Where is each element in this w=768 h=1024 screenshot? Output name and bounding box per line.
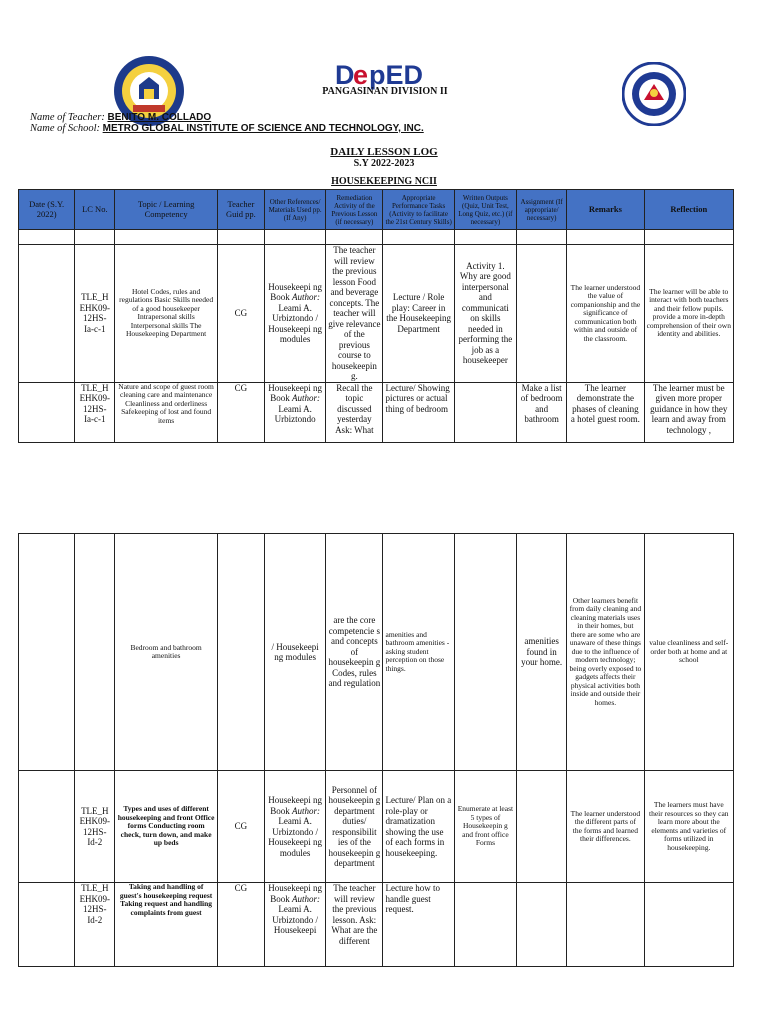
- col-reflection: Reflection: [644, 190, 733, 230]
- col-lc: LC No.: [75, 190, 115, 230]
- remediation-cell: are the core competencie s and concepts of housekeepin g Codes, rules and regulation: [326, 534, 383, 771]
- svg-text:e: e: [353, 60, 369, 90]
- remediation-cell: The teacher will review the previous lesson Food and beverage concepts. The teacher will give relevance of the previous course to housekeepin g.: [326, 245, 383, 383]
- reflection-cell: The learners must have their resources so they can learn more about the elements and varieties of forms utilized in housekeeping.: [644, 771, 733, 883]
- division-name: PANGASINAN DIVISION II: [322, 86, 448, 97]
- topic-cell: Types and uses of different housekeeping and front Office forms Conducting room check, turn down, and make up beds: [115, 771, 217, 883]
- written-cell: [454, 883, 516, 967]
- assignment-cell: amenities found in your home.: [517, 534, 567, 771]
- topic-cell: Bedroom and bathroom amenities: [115, 534, 217, 771]
- col-date: Date (S.Y. 2022): [19, 190, 75, 230]
- refs-cell: / Housekeepi ng modules: [265, 534, 326, 771]
- guide-cell: CG: [217, 245, 264, 383]
- remarks-cell: [567, 883, 644, 967]
- table-row: [19, 534, 734, 771]
- remediation-cell: Personnel of housekeepin g department duties/ responsibilit ies of the housekeepin g department: [326, 771, 383, 883]
- remarks-cell: The learner understood the value of companionship and the significance of communication both within and outside of the classroom.: [567, 245, 644, 383]
- remarks-cell: Other learners benefit from daily cleaning and cleaning materials uses in their homes, but there are some who are unaware of these things due to the influence of modern technology; being overly exposed to gadgets affects their physical activities both inside and outside their homes.: [567, 534, 644, 771]
- reflection-cell: The learner must be given more proper guidance in how they learn and away from technology ,: [644, 382, 733, 442]
- performance-cell: amenities and bathroom amenities - asking student perception on those things.: [383, 534, 454, 771]
- assignment-cell: [517, 771, 567, 883]
- table-row: [19, 245, 734, 383]
- col-assignment: Assignment (If appropriate/ necessary): [517, 190, 567, 230]
- performance-cell: Lecture/ Plan on a role-play or dramatization showing the use of each forms in housekeeping.: [383, 771, 454, 883]
- table-row: [19, 771, 734, 883]
- refs-cell: Housekeepi ng Book Author: Leami A. Urbiztondo: [265, 382, 326, 442]
- page-title: DAILY LESSON LOG: [330, 146, 438, 158]
- school-year: S.Y 2022-2023: [353, 158, 415, 169]
- topic-cell: Hotel Codes, rules and regulations Basic Skills needed of a good housekeeper Intrapersonal skills Interpersonal skills The Housekeeping Department: [115, 245, 217, 383]
- reflection-cell: value cleanliness and self-order both at home and at school: [644, 534, 733, 771]
- lesson-log-table-2: [18, 533, 734, 967]
- written-cell: Activity 1. Why are good interpersonal and communicati on skills needed in performing the job as a housekeeper: [454, 245, 516, 383]
- lc-cell: TLE_H EHK09- 12HS- Id-2: [75, 771, 115, 883]
- written-cell: Enumerate at least 5 types of Housekeepin g and front office Forms: [454, 771, 516, 883]
- school-name: METRO GLOBAL INSTITUTE OF SCIENCE AND TECHNOLOGY, INC.: [102, 123, 424, 134]
- table-row: [19, 230, 734, 245]
- col-remarks: Remarks: [567, 190, 644, 230]
- school-label: Name of School:: [30, 123, 100, 134]
- col-other-refs: Other References/ Materials Used pp. (If Any): [265, 190, 326, 230]
- lc-cell: TLE_H EHK09- 12HS- Ia-c-1: [75, 382, 115, 442]
- reflection-cell: The learner will be able to interact with both teachers and their fellow pupils. provide a more in-depth comprehension of their own identity and abilities.: [644, 245, 733, 383]
- date-cell: [19, 245, 75, 383]
- table-row: [19, 883, 734, 967]
- col-topic: Topic / Learning Competency: [115, 190, 217, 230]
- teacher-name: BENITO M. COLLADO: [107, 112, 212, 123]
- teacher-label: Name of Teacher:: [30, 112, 105, 123]
- remediation-cell: Recall the topic discussed yesterday Ask: What: [326, 382, 383, 442]
- written-cell: [454, 534, 516, 771]
- assignment-cell: Make a list of bedroom and bathroom: [517, 382, 567, 442]
- guide-cell: CG: [217, 771, 264, 883]
- topic-cell: Nature and scope of guest room cleaning care and maintenance Cleanliness and orderliness Safekeeping of lost and found items: [115, 382, 217, 442]
- lc-cell: [75, 534, 115, 771]
- topic-cell: Taking and handling of guest's housekeeping request Taking request and handling complaints from guest: [115, 883, 217, 967]
- performance-cell: Lecture/ Showing pictures or actual thing of bedroom: [383, 382, 454, 442]
- svg-text:D: D: [335, 60, 355, 90]
- refs-cell: Housekeepi ng Book Author: Leami A. Urbiztondo / Housekeepi: [265, 883, 326, 967]
- refs-cell: Housekeepi ng Book Author: Leami A. Urbiztondo / Housekeepi ng modules: [265, 245, 326, 383]
- guide-cell: [217, 534, 264, 771]
- assignment-cell: [517, 883, 567, 967]
- remarks-cell: The learner understood the different parts of the forms and learned their differences.: [567, 771, 644, 883]
- date-cell: [19, 771, 75, 883]
- lc-cell: TLE_H EHK09- 12HS- Id-2: [75, 883, 115, 967]
- date-cell: [19, 534, 75, 771]
- date-cell: [19, 883, 75, 967]
- assignment-cell: [517, 245, 567, 383]
- date-cell: [19, 382, 75, 442]
- header-row: [19, 190, 734, 230]
- guide-cell: CG: [217, 883, 264, 967]
- svg-text:pED: pED: [369, 60, 423, 90]
- reflection-cell: [644, 883, 733, 967]
- col-written: Written Outputs (Quiz, Unit Test, Long Quiz, etc.) (if necessary): [454, 190, 516, 230]
- refs-cell: Housekeepi ng Book Author: Leami A. Urbiztondo / Housekeepi ng modules: [265, 771, 326, 883]
- lc-cell: TLE_H EHK09- 12HS- Ia-c-1: [75, 245, 115, 383]
- table-row: [19, 382, 734, 442]
- remarks-cell: The learner demonstrate the phases of cleaning a hotel guest room.: [567, 382, 644, 442]
- col-teacher-guide: Teacher Guid pp.: [217, 190, 264, 230]
- subject-title: HOUSEKEEPING NCII: [331, 176, 437, 187]
- col-remediation: Remediation Activity of the Previous Lesson (if necessary): [326, 190, 383, 230]
- col-performance: Appropriate Performance Tasks (Activity to facilitate the 21st Century Skills): [383, 190, 454, 230]
- written-cell: [454, 382, 516, 442]
- performance-cell: Lecture / Role play: Career in the Housekeeping Department: [383, 245, 454, 383]
- deped-seal-logo: [622, 62, 686, 126]
- remediation-cell: The teacher will review the previous lesson. Ask: What are the different: [326, 883, 383, 967]
- school-line: [30, 123, 424, 134]
- lesson-log-table-1: [18, 189, 734, 443]
- guide-cell: CG: [217, 382, 264, 442]
- performance-cell: Lecture how to handle guest request.: [383, 883, 454, 967]
- teacher-line: [30, 112, 211, 123]
